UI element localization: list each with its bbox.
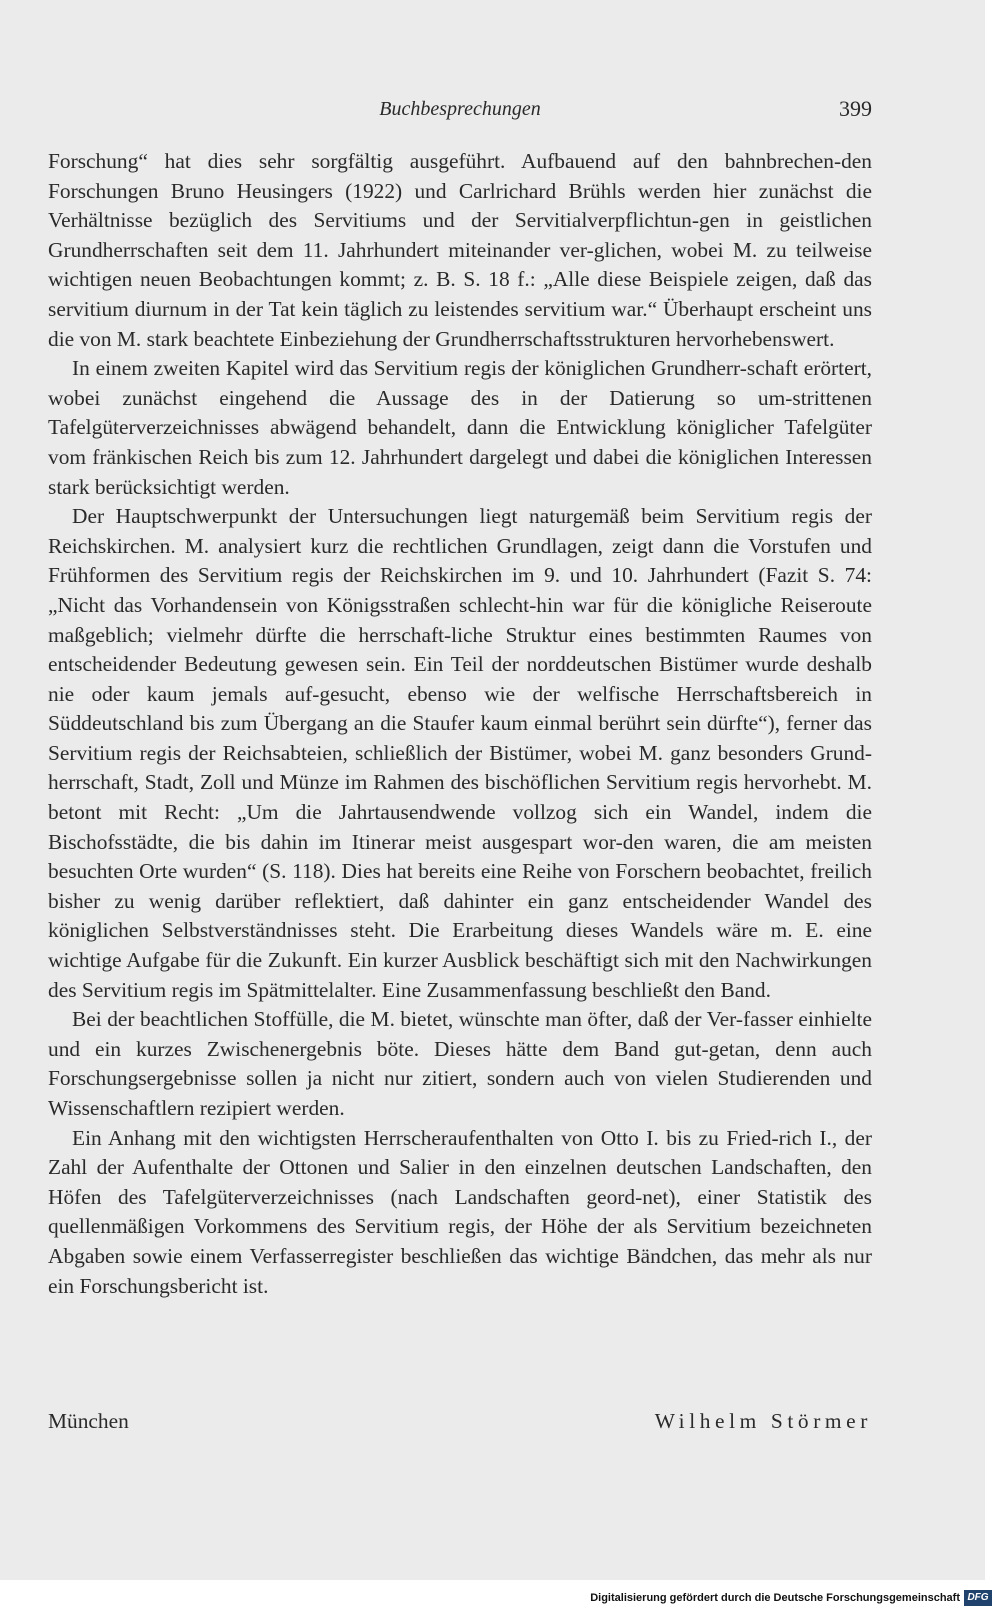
signature-place: München bbox=[48, 1409, 129, 1433]
running-title: Buchbesprechungen bbox=[379, 98, 541, 120]
paragraph-1: Forschung“ hat dies sehr sorgfältig ausgeführt. Aufbauend auf den bahnbrechen-den Forschungen Bruno Heusingers (1922) und Carlrichard Brühls werden hier zunächst die Verhältnisse bezüglich des Servitiums und der Servitialverpflichtun-gen in geistlichen Grundherrschaften seit dem 11. Jahrhundert miteinander ver-glichen, wobei M. zu teilweise wichtigen neuen Beobachtungen kommt; z. B. S. 18 f.: „Alle diese Beispiele zeigen, daß das servitium diurnum in der Tat kein täglich zu leistendes servitium war.“ Überhaupt erscheint uns die von M. stark beachtete Einbeziehung der Grundherrschaftsstrukturen hervorhebenswert. bbox=[48, 149, 872, 351]
page-header bbox=[48, 92, 872, 128]
paragraph-4: Bei der beachtlichen Stoffülle, die M. bietet, wünschte man öfter, daß der Ver-fasser einhielte und ein kurzes Zwischenergebnis böte. Dieses hätte dem Band gut-getan, denn auch Forschungsergebnisse sollen ja nicht nur zitiert, sondern auch von vielen Studierenden und Wissenschaftlern rezipiert werden. bbox=[48, 1007, 872, 1120]
signature-author: Wilhelm Störmer bbox=[654, 1409, 872, 1433]
digitization-credit: Digitalisierung gefördert durch die Deutsche Forschungsgemeinschaft bbox=[590, 1592, 960, 1604]
paragraph-3: Der Hauptschwerpunkt der Untersuchungen liegt naturgemäß beim Servitium regis der Reichskirchen. M. analysiert kurz die rechtlichen Grundlagen, zeigt dann die Vorstufen und Frühformen des Servitium regis der Reichskirchen im 9. und 10. Jahrhundert (Fazit S. 74: „Nicht das Vorhandensein von Königsstraßen schlecht-hin war für die königliche Reiseroute maßgeblich; vielmehr dürfte die herrschaft-liche Struktur eines bestimmten Raumes von entscheidender Bedeutung gewesen sein. Ein Teil der norddeutschen Bistümer wurde deshalb nie oder kaum jemals auf-gesucht, ebenso wie der welfische Herrschaftsbereich in Süddeutschland bis zum Übergang an die Staufer kaum einmal berührt sein dürfte“), ferner das Servitium regis der Reichsabteien, schließlich der Bistümer, wobei M. ganz besonders Grund-herrschaft, Stadt, Zoll und Münze im Rahmen des bischöflichen Servitium regis hervorhebt. M. betont mit Recht: „Um die Jahrtausendwende vollzog sich ein Wandel, indem die Bischofsstädte, die bis dahin im Itinerar meist ausgespart wor-den waren, die am meisten besuchten Orte wurden“ (S. 118). Dies hat bereits eine Reihe von Forschern beobachtet, freilich bisher zu wenig darüber reflektiert, daß dahinter ein ganz entscheidender Wandel des königlichen Selbstverständnisses steht. Die Erarbeitung dieses Wandels wäre m. E. eine wichtige Aufgabe für die Zukunft. Ein kurzer Ausblick beschäftigt sich mit den Nachwirkungen des Servitium regis im Spätmittelalter. Eine Zusammenfassung beschließt den Band. bbox=[48, 504, 872, 1002]
paragraph-5: Ein Anhang mit den wichtigsten Herrscheraufenthalten von Otto I. bis zu Fried-rich I., der Zahl der Aufenthalte der Ottonen und Salier in den einzelnen deutschen Landschaften, den Höfen des Tafelgüterverzeichnisses (nach Landschaften geord-net), einer Statistik des quellenmäßigen Vorkommens des Servitium regis, der Höhe der als Servitium bezeichneten Abgaben sowie einem Verfasserregister beschließen das wichtige Bändchen, das mehr als nur ein Forschungsbericht ist. bbox=[48, 1125, 872, 1298]
signature-line bbox=[48, 1409, 872, 1443]
paragraph-2: In einem zweiten Kapitel wird das Servitium regis der königlichen Grundherr-schaft erörtert, wobei zunächst eingehend die Aussage des in der Datierung so um-strittenen Tafelgüterverzeichnisses abwägend behandelt, dann die Entwicklung königlicher Tafelgüter vom fränkischen Reich bis zum 12. Jahrhundert dargelegt und dabei die königlichen Interessen stark berücksichtigt werden. bbox=[48, 356, 872, 499]
dfg-logo: DFG bbox=[964, 1590, 992, 1606]
review-body bbox=[48, 147, 872, 1301]
page-number: 399 bbox=[839, 96, 872, 121]
